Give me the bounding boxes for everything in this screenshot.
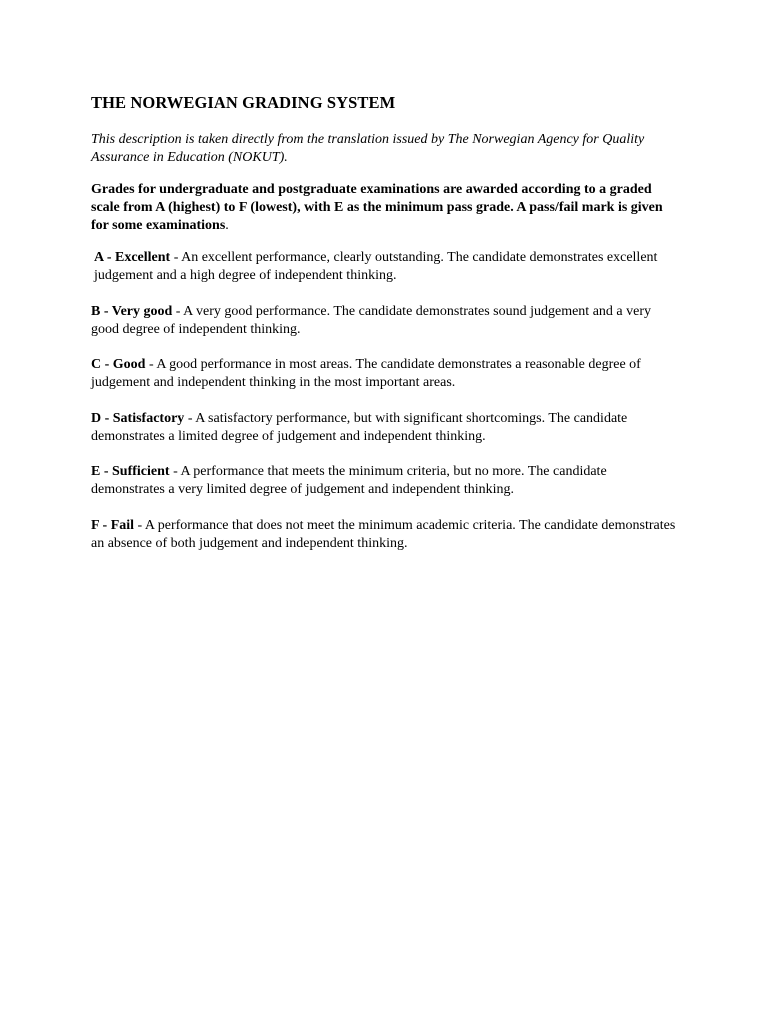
grade-item-d bbox=[91, 410, 681, 446]
grading-summary-period: . bbox=[225, 218, 229, 233]
grading-summary bbox=[91, 181, 681, 235]
grade-label: B - Very good bbox=[91, 303, 173, 319]
intro-paragraph: This description is taken directly from the translation issued by The Norwegian Agency for Quality Assurance in Education (NOKUT). bbox=[91, 132, 645, 165]
grade-label: F - Fail bbox=[91, 517, 135, 533]
grade-label: E - Sufficient bbox=[91, 464, 170, 479]
grade-item-c bbox=[91, 356, 681, 392]
grade-description: - A satisfactory performance, but with significant shortcomings. The candidate demonstrates a limited degree of judgement and independent thinking. bbox=[91, 410, 628, 444]
grade-label: C - Good bbox=[91, 357, 146, 372]
document-page bbox=[91, 93, 681, 570]
grade-description: - An excellent performance, clearly outstanding. The candidate demonstrates excellent judgement and a high degree of independent thinking. bbox=[94, 250, 658, 283]
grade-item-b bbox=[91, 303, 681, 339]
document-title: THE NORWEGIAN GRADING SYSTEM bbox=[91, 93, 396, 112]
grade-description: - A good performance in most areas. The candidate demonstrates a reasonable degree of judgement and independent thinking in the most important areas. bbox=[91, 357, 641, 390]
grade-description: - A very good performance. The candidate demonstrates sound judgement and a very good degree of independent thinking. bbox=[91, 303, 651, 337]
grade-description: - A performance that meets the minimum criteria, but no more. The candidate demonstrates a very limited degree of judgement and independent thinking. bbox=[91, 464, 607, 497]
grade-label: D - Satisfactory bbox=[91, 410, 185, 426]
grading-summary-text: Grades for undergraduate and postgraduate examinations are awarded according to a graded scale from A (highest) to F (lowest), with E as the minimum pass grade. A pass/fail mark is given for some examinations bbox=[91, 182, 663, 233]
grade-item-f bbox=[91, 517, 681, 553]
grade-list bbox=[91, 249, 681, 553]
grade-item-a bbox=[91, 249, 681, 285]
grade-description: - A performance that does not meet the minimum academic criteria. The candidate demonstrates an absence of both judgement and independent thinking. bbox=[91, 517, 676, 551]
grade-item-e bbox=[91, 463, 681, 499]
grade-label: A - Excellent bbox=[94, 250, 171, 265]
